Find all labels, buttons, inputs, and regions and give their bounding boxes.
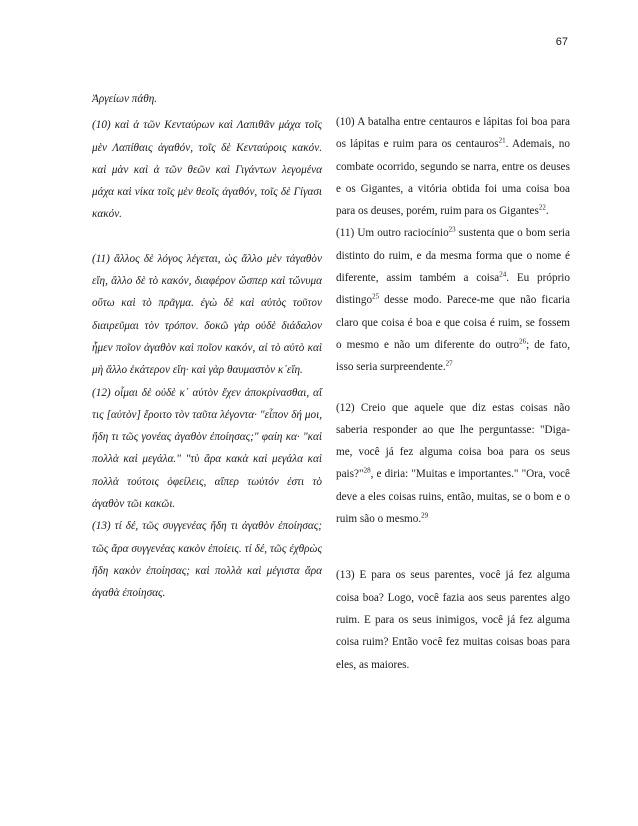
portuguese-translation-column: [336, 88, 570, 676]
footnote-ref[interactable]: 24: [499, 270, 507, 279]
footnote-ref[interactable]: 22: [538, 203, 546, 212]
footnote-ref[interactable]: 28: [363, 466, 371, 475]
footnote-ref[interactable]: 27: [445, 359, 453, 368]
greek-paragraph-12: (12) οἶμαι δὲ οὐδὲ κ᾽ αὐτὸν ἔχεν ἀποκρίνασθαι, αἴ τις [αὐτὸν] ἔροιτο τὸν ταῦτα λέγοντα· "εἶπον δή μοι, ἤδη τι τῶς γονέας ἀγαθὸν ἐποίησας;" φαίη κα· "καὶ πολλὰ καὶ μεγάλα." "τὺ ἄρα κακὰ καὶ μεγάλα καὶ πολλὰ τούτοις ὀφείλεις, αἴπερ τωὐτόν ἐστι τὸ ἀγαθὸν τῶι κακῶι.: [92, 386, 322, 511]
greek-lead-line: Ἀργείων πάθη.: [92, 93, 158, 105]
footnote-ref[interactable]: 21: [498, 136, 506, 145]
greek-paragraph-10: (10) καὶ ἁ τῶν Κενταύρων καὶ Λαπιθᾶν μάχα τοῖς μὲν Λαπίθαις ἀγαθόν, τοῖς δὲ Κενταύροις κακόν. καὶ μὰν καὶ ἁ τῶν θεῶν καὶ Γιγάντων λεγομένα μάχα καὶ νίκα τοῖς μὲν θεοῖς ἀγαθόν, τοῖς δὲ Γίγασι κακόν.: [92, 119, 322, 221]
greek-paragraph-11: (11) ἄλλος δὲ λόγος λέγεται, ὡς ἄλλο μὲν τἀγαθὸν εἴη, ἄλλο δὲ τὸ κακόν, διαφέρον ὥσπερ καὶ τὤνυμα οὕτω καὶ τὸ πρᾶγμα. ἐγὼ δὲ καὶ αὐτὸς τοῦτον διαιρεῦμαι τὸν τρόπον. δοκῶ γὰρ οὐδὲ διάδαλον ἦμεν ποῖον ἀγαθὸν καὶ ποῖον κακόν, αἰ τὸ αὐτὸ καὶ μὴ ἄλλο ἑκάτερον εἴη· καὶ γὰρ θαυμαστὸν κ᾽εἴη.: [92, 252, 322, 377]
greek-text-column: [92, 88, 322, 605]
portuguese-paragraph-12: (12) Creio que aquele que diz estas coisas não saberia responder ao que lhe perguntasse: "Diga-me, você já fez alguma coisa boa para os seus pais?"$^{28}$, e diria: "Muitas e importantes." "Ora, você deve a eles coisas ruins, então, muitas, se o bom e o ruim são o mesmo.$^{29}$: [336, 401, 570, 526]
portuguese-paragraph-10: (10) A batalha entre centauros e lápitas foi boa para os lápitas e ruim para os centauros$^{21}$. Ademais, no combate ocorrido, segundo se narra, entre os deuses e os Gigantes, a vitória obtida foi uma coisa boa para os deuses, porém, ruim para os Gigantes$^{22}$.: [336, 116, 570, 218]
footnote-ref[interactable]: 26: [519, 337, 527, 346]
footnote-ref[interactable]: 29: [421, 511, 429, 520]
footnote-ref[interactable]: 25: [372, 292, 380, 301]
portuguese-paragraph-13: (13) E para os seus parentes, você já fez alguma coisa boa? Logo, você fazia aos seus parentes algo ruim. E para os seus inimigos, você já fez alguma coisa ruim? Então você fez muitas coisas boas para eles, as maiores.: [336, 569, 570, 671]
page-number: 67: [555, 36, 568, 48]
portuguese-paragraph-11: (11) Um outro raciocínio$^{23}$ sustenta que o bom seria distinto do ruim, e da mesma forma que o nome é diferente, assim também a coisa$^{24}$. Eu próprio distingo$^{25}$ desse modo. Parece-me que não ficaria claro que coisa é boa e que coisa é ruim, se fossem o mesmo e não um diferente do outro$^{26}$; de fato, isso seria surpreendente.$^{27}$: [336, 225, 570, 374]
greek-paragraph-13: (13) τί δέ, τῶς συγγενέας ἤδη τι ἀγαθὸν ἐποίησας; τῶς ἄρα συγγενέας κακὸν ἐποίεις. τί δέ, τῶς ἐχθρὼς ἤδη κακὸν ἐποίησας; καὶ πολλὰ καὶ μέγιστα ἄρα ἀγαθὰ ἐποίησας.: [92, 520, 322, 600]
footnote-ref[interactable]: 23: [448, 225, 456, 234]
